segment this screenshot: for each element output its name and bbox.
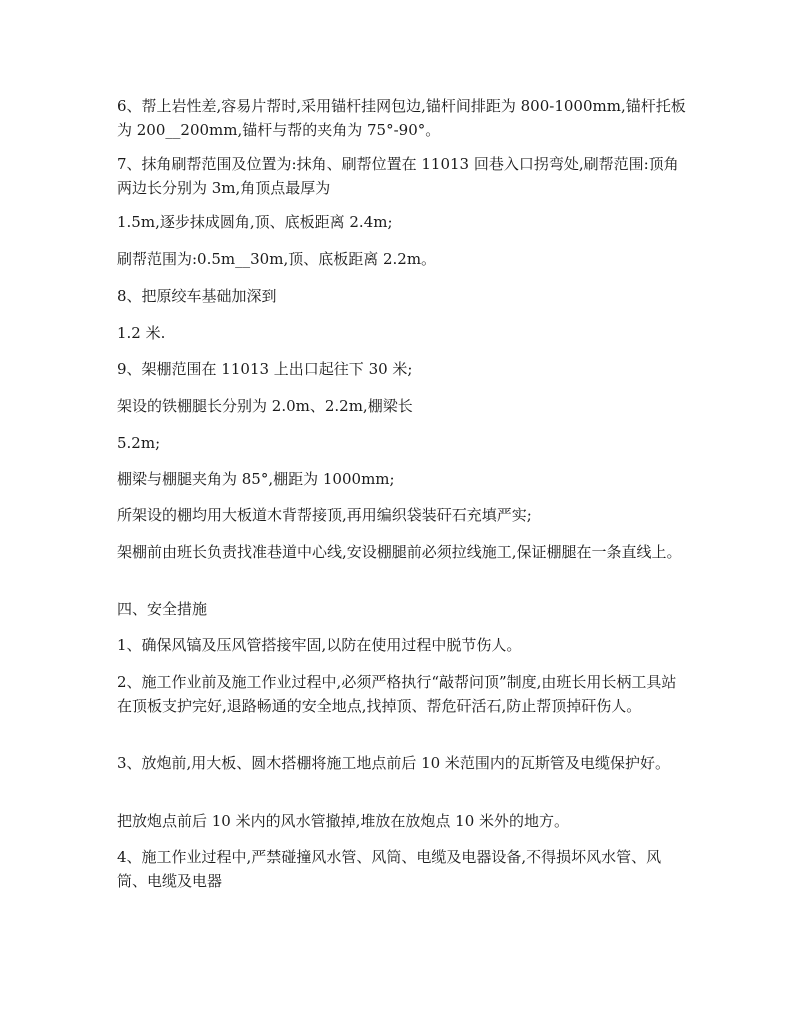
paragraph-center-line: 架棚前由班长负责找准巷道中心线,安设棚腿前必须拉线施工,保证棚腿在一条直线上。 — [117, 543, 682, 561]
paragraph-shed-leg-length: 架设的铁棚腿长分别为 2.0m、2.2m,棚梁长 — [117, 397, 413, 415]
section-heading-safety: 四、安全措施 — [117, 600, 208, 618]
paragraph-safety-1: 1、确保风镐及压风管搭接牢固,以防在使用过程中脱节伤人。 — [117, 636, 522, 654]
paragraph-round-corner: 1.5m,逐步抹成圆角,顶、底板距离 2.4m; — [117, 213, 393, 231]
paragraph-depth-value: 1.2 米. — [117, 324, 166, 342]
paragraph-beam-angle: 棚梁与棚腿夹角为 85°,棚距为 1000mm; — [117, 470, 395, 488]
paragraph-remove-pipes: 把放炮点前后 10 米内的风水管撤掉,堆放在放炮点 10 米外的地方。 — [117, 812, 570, 830]
paragraph-9-shed-range: 9、架棚范围在 11013 上出口起往下 30 米; — [117, 360, 413, 378]
paragraph-brush-range: 刷帮范围为:0.5m__30m,顶、底板距离 2.2m。 — [117, 250, 437, 268]
paragraph-7-corner-range: 7、抹角刷帮范围及位置为:抹角、刷帮位置在 11013 回巷入口拐弯处,刷帮范围:顶角两边长分别为 3m,角顶点最厚为 — [117, 155, 679, 197]
paragraph-beam-length: 5.2m; — [117, 434, 161, 452]
paragraph-8-winch-base: 8、把原绞车基础加深到 — [117, 287, 277, 305]
paragraph-safety-4: 4、施工作业过程中,严禁碰撞风水管、风筒、电缆及电器设备,不得损坏风水管、风筒、电缆及电器 — [117, 848, 662, 890]
paragraph-safety-2: 2、施工作业前及施工作业过程中,必须严格执行“敲帮问顶”制度,由班长用长柄工具站在顶板支护完好,退路畅通的安全地点,找掉顶、帮危矸活石,防止帮顶掉矸伤人。 — [117, 673, 677, 715]
paragraph-6-anchor-bolt: 6、帮上岩性差,容易片帮时,采用锚杆挂网包边,锚杆间排距为 800-1000mm,锚杆托板为 200__200mm,锚杆与帮的夹角为 75°-90°。 — [117, 97, 686, 139]
paragraph-safety-3: 3、放炮前,用大板、圆木搭棚将施工地点前后 10 米范围内的瓦斯管及电缆保护好。 — [117, 754, 670, 772]
paragraph-backfill: 所架设的棚均用大板道木背帮接顶,再用编织袋装矸石充填严实; — [117, 506, 532, 524]
